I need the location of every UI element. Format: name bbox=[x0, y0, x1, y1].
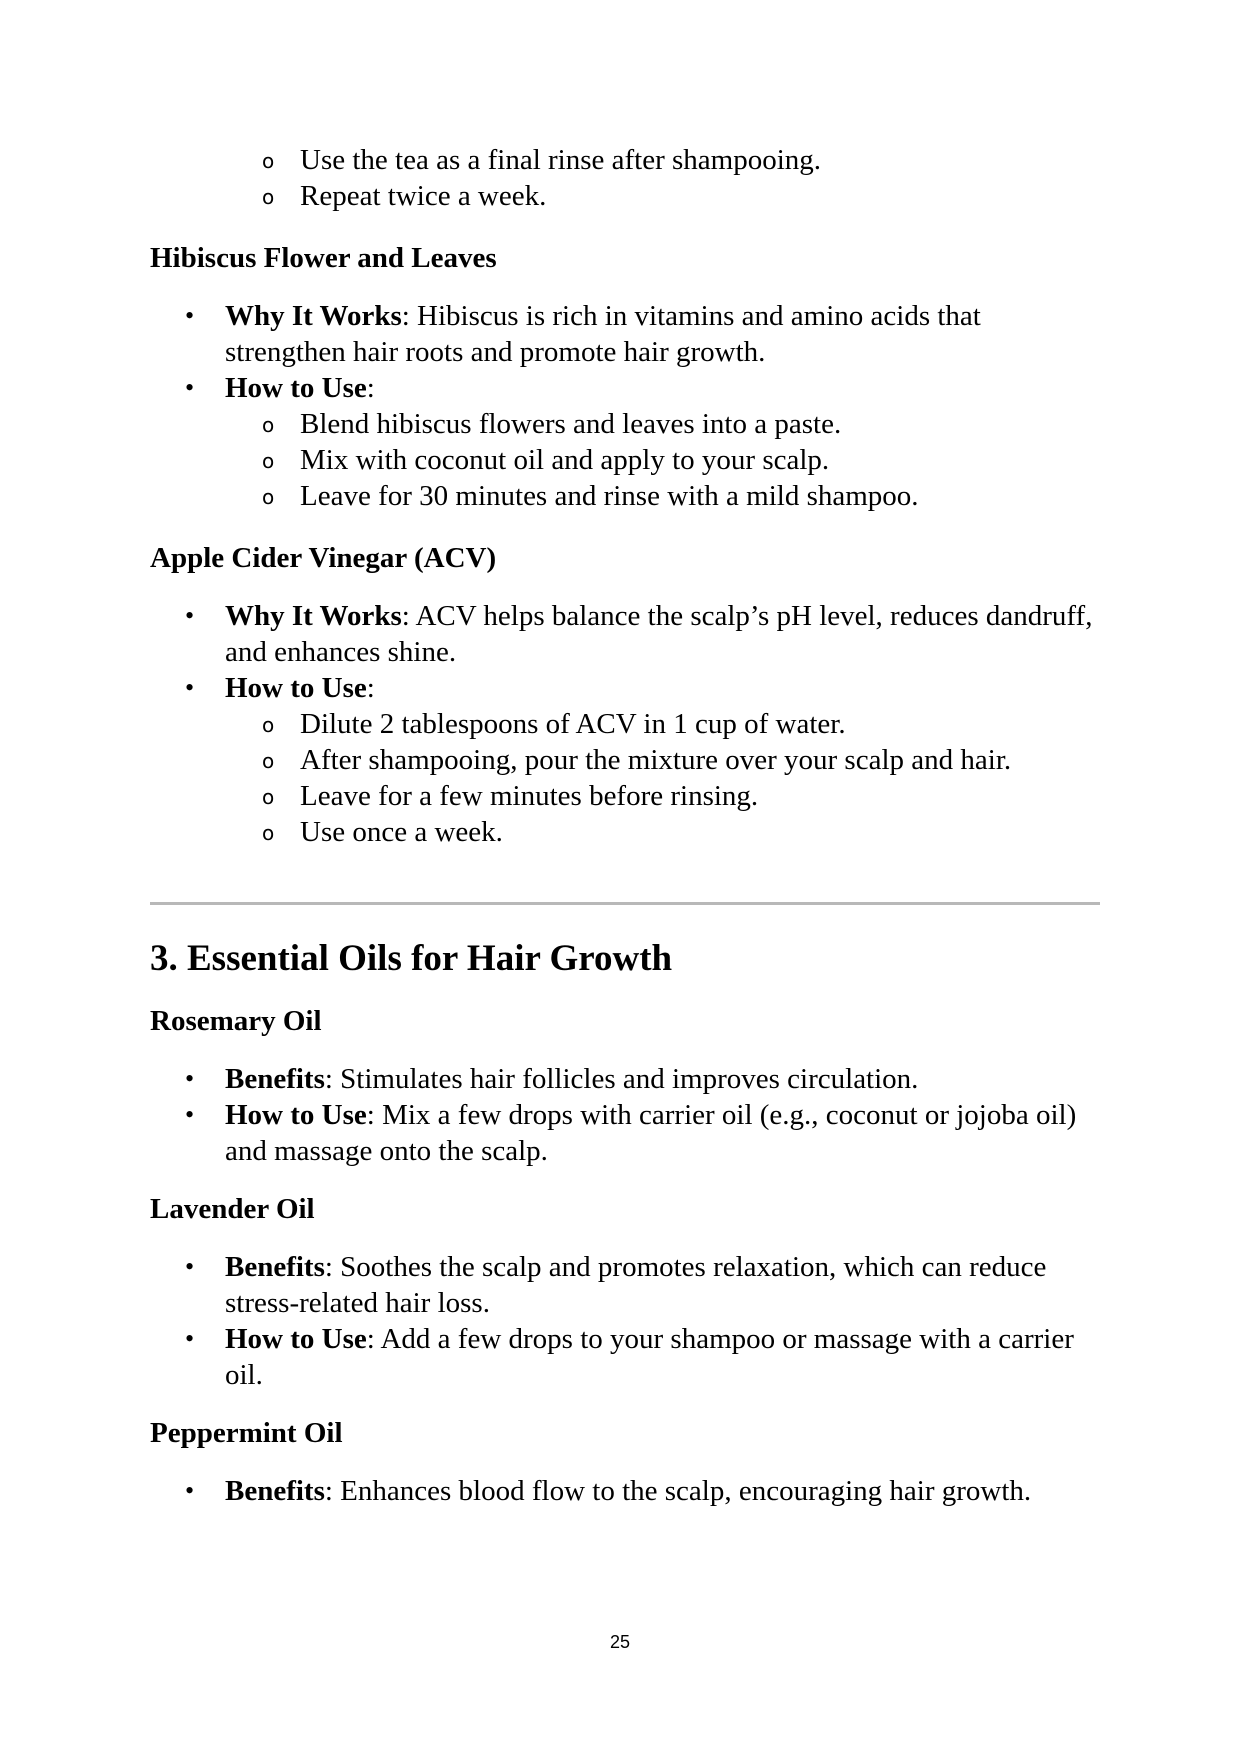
rosemary-list bbox=[150, 1061, 1100, 1169]
lavender-heading: Lavender Oil bbox=[150, 1193, 315, 1225]
list-item: o Use the tea as a final rinse after shampooing. bbox=[300, 142, 1100, 178]
bullet-marker: • bbox=[185, 1064, 195, 1093]
sub-bullet-marker: o bbox=[262, 485, 275, 509]
acv-list bbox=[150, 598, 1100, 850]
list-item: o Leave for 30 minutes and rinse with a mild shampoo. bbox=[300, 478, 1100, 514]
hibiscus-list bbox=[150, 298, 1100, 514]
list-item: o Blend hibiscus flowers and leaves into a paste. bbox=[300, 406, 1100, 442]
sub-bullet-marker: o bbox=[262, 413, 275, 437]
bullet-marker: • bbox=[185, 1100, 195, 1129]
list-item: • Benefits: Enhances blood flow to the scalp, encouraging hair growth. bbox=[185, 1475, 1032, 1507]
tea-steps-list bbox=[150, 142, 1100, 214]
acv-heading: Apple Cider Vinegar (ACV) bbox=[150, 542, 497, 574]
list-item: o Use once a week. bbox=[300, 814, 1100, 850]
sub-bullet-marker: o bbox=[262, 821, 275, 845]
hibiscus-steps bbox=[225, 406, 1100, 514]
list-item: • Why It Works: Hibiscus is rich in vitamins and amino acids that strengthen hair roots and promote hair growth. bbox=[185, 300, 981, 368]
list-item: o Repeat twice a week. bbox=[300, 178, 1100, 214]
bullet-marker: • bbox=[185, 373, 195, 402]
why-label: Why It Works bbox=[225, 300, 402, 332]
sub-bullet-marker: o bbox=[262, 185, 275, 209]
page-number: 25 bbox=[609, 1632, 631, 1652]
peppermint-heading: Peppermint Oil bbox=[150, 1417, 343, 1449]
how-label: How to Use bbox=[225, 672, 367, 704]
bullet-marker: • bbox=[185, 673, 195, 702]
benefits-label: Benefits bbox=[225, 1475, 325, 1507]
sub-bullet-marker: o bbox=[262, 713, 275, 737]
how-label: How to Use bbox=[225, 1099, 367, 1131]
list-item: • Benefits: Stimulates hair follicles and improves circulation. bbox=[185, 1063, 919, 1095]
list-item: o Dilute 2 tablespoons of ACV in 1 cup of water. bbox=[300, 706, 1100, 742]
list-item: • How to Use: o Blend hibiscus flowers and leaves into a paste. o Mix with coconut oil and apply to your scalp. o Leave for 30 minutes and rinse with a mild shampoo. bbox=[225, 370, 1100, 514]
section-title: 3. Essential Oils for Hair Growth bbox=[150, 938, 673, 979]
bullet-marker: • bbox=[185, 1476, 195, 1505]
why-label: Why It Works bbox=[225, 600, 402, 632]
list-item: • How to Use: Add a few drops to your shampoo or massage with a carrier oil. bbox=[185, 1323, 1074, 1391]
rosemary-heading: Rosemary Oil bbox=[150, 1005, 322, 1037]
benefits-label: Benefits bbox=[225, 1251, 325, 1283]
sub-bullet-marker: o bbox=[262, 785, 275, 809]
how-label: How to Use bbox=[225, 1323, 367, 1355]
acv-steps bbox=[225, 706, 1100, 850]
sub-bullet-marker: o bbox=[262, 749, 275, 773]
bullet-marker: • bbox=[185, 1324, 195, 1353]
how-label: How to Use bbox=[225, 372, 367, 404]
section-divider bbox=[150, 902, 1100, 905]
benefits-label: Benefits bbox=[225, 1063, 325, 1095]
list-item: • Why It Works: ACV helps balance the scalp’s pH level, reduces dandruff, and enhances shine. bbox=[185, 600, 1093, 668]
hibiscus-heading: Hibiscus Flower and Leaves bbox=[150, 242, 497, 274]
bullet-marker: • bbox=[185, 1252, 195, 1281]
sub-bullet-marker: o bbox=[262, 149, 275, 173]
list-item: • How to Use: o Dilute 2 tablespoons of ACV in 1 cup of water. o After shampooing, pour the mixture over your scalp and hair. o Leave for a few minutes before rinsing. o Use once a week. bbox=[225, 670, 1100, 850]
list-item: • How to Use: Mix a few drops with carrier oil (e.g., coconut or jojoba oil) and massage onto the scalp. bbox=[185, 1099, 1077, 1167]
bullet-marker: • bbox=[185, 301, 195, 330]
bullet-marker: • bbox=[185, 601, 195, 630]
sub-bullet-marker: o bbox=[262, 449, 275, 473]
lavender-list bbox=[150, 1249, 1100, 1393]
list-item: o Mix with coconut oil and apply to your scalp. bbox=[300, 442, 1100, 478]
peppermint-list bbox=[150, 1473, 1100, 1509]
list-item: • Benefits: Soothes the scalp and promotes relaxation, which can reduce stress-related hair loss. bbox=[185, 1251, 1047, 1319]
list-item: o Leave for a few minutes before rinsing. bbox=[300, 778, 1100, 814]
page-content bbox=[150, 142, 1100, 1509]
list-item: o After shampooing, pour the mixture over your scalp and hair. bbox=[300, 742, 1100, 778]
